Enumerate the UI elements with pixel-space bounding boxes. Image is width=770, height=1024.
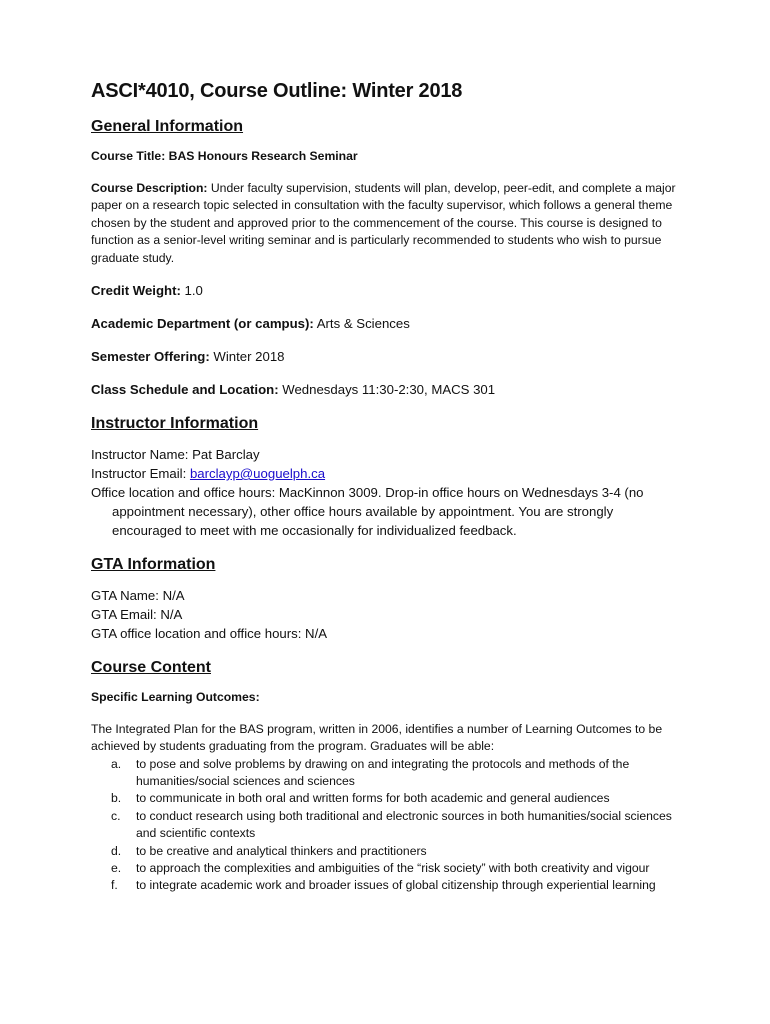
semester-offering-line bbox=[91, 347, 681, 366]
semester-offering-value: Winter 2018 bbox=[213, 349, 285, 364]
learning-outcomes-intro: The Integrated Plan for the BAS program, written in 2006, identifies a number of Learning Outcomes to be achieved by students graduating from the program. Graduates will be able: bbox=[91, 721, 663, 753]
instructor-email-line bbox=[91, 464, 681, 483]
instructor-email-link[interactable]: barclayp@uoguelph.ca bbox=[189, 466, 326, 481]
list-marker: c. bbox=[111, 808, 121, 823]
course-description-text: Under faculty supervision, students will plan, develop, peer-edit, and complete a major paper on a research topic selected in consultation with the faculty supervisor, which follows a general theme chosen by the student and approved prior to the commencement of the course. This course is designed to function as a senior-level writing seminar and is particularly recommended to students who wish to pursue graduate study. bbox=[91, 180, 676, 265]
gta-name-line: GTA Name: N/A bbox=[91, 588, 185, 603]
academic-department-label: Academic Department (or campus): bbox=[91, 316, 314, 331]
list-marker: d. bbox=[111, 843, 122, 858]
gta-office-line: GTA office location and office hours: N/A bbox=[91, 626, 328, 641]
list-item bbox=[91, 843, 681, 860]
course-description bbox=[91, 180, 681, 268]
list-item bbox=[91, 860, 681, 877]
list-item bbox=[91, 756, 681, 791]
gta-information-heading: GTA Information bbox=[91, 556, 216, 573]
learning-outcomes-label: Specific Learning Outcomes: bbox=[91, 690, 260, 704]
document-title: ASCI*4010, Course Outline: Winter 2018 bbox=[91, 80, 463, 102]
learning-outcomes-list bbox=[91, 756, 681, 895]
list-item-text: to integrate academic work and broader issues of global citizenship through experiential learning bbox=[136, 878, 656, 893]
class-schedule-label: Class Schedule and Location: bbox=[91, 382, 279, 397]
list-item-text: to conduct research using both traditional and electronic sources in both humanities/social sciences and scientific contexts bbox=[136, 808, 672, 841]
course-title-value: BAS Honours Research Seminar bbox=[168, 149, 358, 163]
instructor-name-line: Instructor Name: Pat Barclay bbox=[91, 447, 260, 462]
class-schedule-value: Wednesdays 11:30-2:30, MACS 301 bbox=[282, 382, 496, 397]
list-marker: a. bbox=[111, 756, 122, 771]
academic-department-line bbox=[91, 314, 681, 333]
class-schedule-line bbox=[91, 380, 681, 399]
list-item bbox=[91, 790, 681, 807]
list-item-text: to pose and solve problems by drawing on and integrating the protocols and methods of the humanities/social sciences and sciences bbox=[136, 756, 630, 788]
office-hours-text: Office location and office hours: MacKinnon 3009. Drop-in office hours on Wednesdays 3-4 (no appointment necessary), other office hours available by appointment. You are strongly encouraged to meet with me occasionally for individualized feedback. bbox=[91, 485, 644, 538]
list-item bbox=[91, 808, 681, 843]
list-marker: e. bbox=[111, 860, 122, 875]
credit-weight-value: 1.0 bbox=[184, 283, 203, 298]
credit-weight-label: Credit Weight: bbox=[91, 283, 181, 298]
list-item-text: to communicate in both oral and written forms for both academic and general audiences bbox=[136, 791, 610, 806]
credit-weight-line bbox=[91, 281, 681, 300]
list-marker: f. bbox=[111, 878, 118, 893]
list-item bbox=[91, 877, 681, 894]
instructor-email-label: Instructor Email: bbox=[91, 466, 187, 481]
course-title-line bbox=[91, 148, 681, 166]
instructor-information-heading: Instructor Information bbox=[91, 415, 259, 432]
course-content-heading: Course Content bbox=[91, 659, 211, 676]
list-marker: b. bbox=[111, 791, 122, 806]
course-description-label: Course Description: bbox=[91, 180, 208, 195]
list-item-text: to be creative and analytical thinkers and practitioners bbox=[136, 843, 427, 858]
course-title-label: Course Title: bbox=[91, 149, 166, 163]
list-item-text: to approach the complexities and ambiguities of the “risk society” with both creativity and vigour bbox=[136, 860, 650, 875]
gta-email-line: GTA Email: N/A bbox=[91, 607, 183, 622]
academic-department-value: Arts & Sciences bbox=[316, 316, 410, 331]
general-information-heading: General Information bbox=[91, 118, 244, 135]
semester-offering-label: Semester Offering: bbox=[91, 349, 210, 364]
document-page bbox=[91, 80, 681, 895]
